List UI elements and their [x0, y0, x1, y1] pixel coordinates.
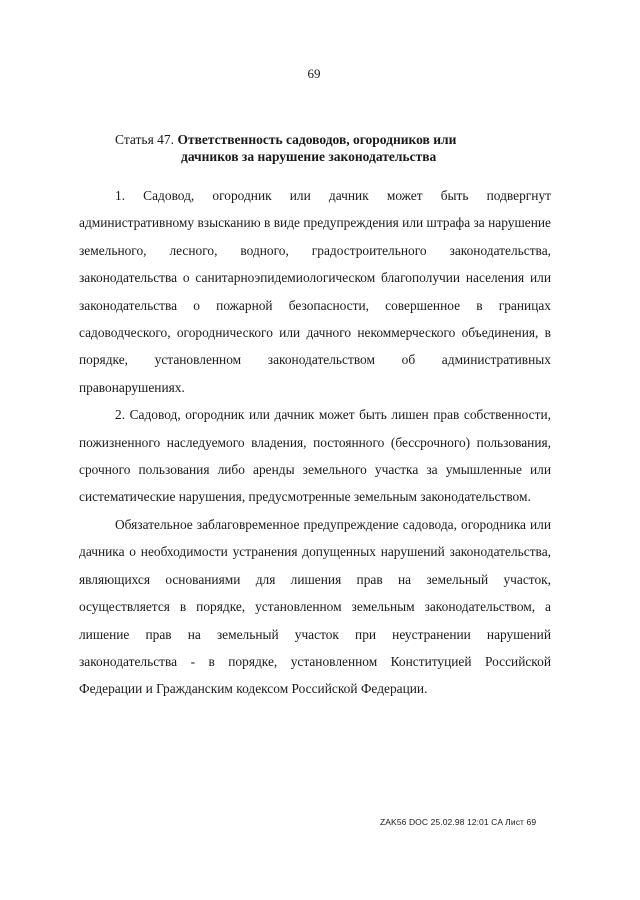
- article-heading: [0, 131, 640, 165]
- document-footer: ZAK56 DOC 25.02.98 12:01 CA Лист 69: [380, 817, 537, 827]
- paragraph-1: 1. Садовод, огородник или дачник может быть подвергнут административному взысканию в виде предупреждения или штрафа за нарушение земельного, лесного, водного, градостроительного законодательства, законодательства о санитарноэпидемиологическом благополучии населения или законодательства о пожарной безопасности, совершенное в границах садоводческого, огороднического или дачного некоммерческого объединения, в порядке, установленном законодательством об административных правонарушениях.: [79, 188, 551, 395]
- article-title-part-2: дачников за нарушение законодательства: [181, 149, 437, 164]
- article-heading-line-2: [0, 148, 640, 165]
- article-heading-line-1: [0, 131, 640, 148]
- article-label: Статья 47.: [115, 132, 175, 147]
- paragraph-3: Обязательное заблаговременное предупреждение садовода, огородника или дачника о необходимости устранения допущенных нарушений законодательства, являющихся основаниями для лишения прав на земельный участок, осуществляется в порядке, установленном земельным законодательством, а лишение прав на земельный участок при неустранении нарушений законодательства - в порядке, установленном Конституцией Российской Федерации и Гражданским кодексом Российской Федерации.: [79, 516, 551, 697]
- article-body: [79, 182, 551, 703]
- page-number: 69: [307, 66, 321, 81]
- paragraph-2: 2. Садовод, огородник или дачник может быть лишен прав собственности, пожизненного наследуемого владения, постоянного (бессрочного) пользования, срочного пользования либо аренды земельного участка за умышленные или систематические нарушения, предусмотренные земельным законодательством.: [79, 407, 551, 505]
- article-title-part-1: Ответственность садоводов, огородников или: [177, 132, 457, 147]
